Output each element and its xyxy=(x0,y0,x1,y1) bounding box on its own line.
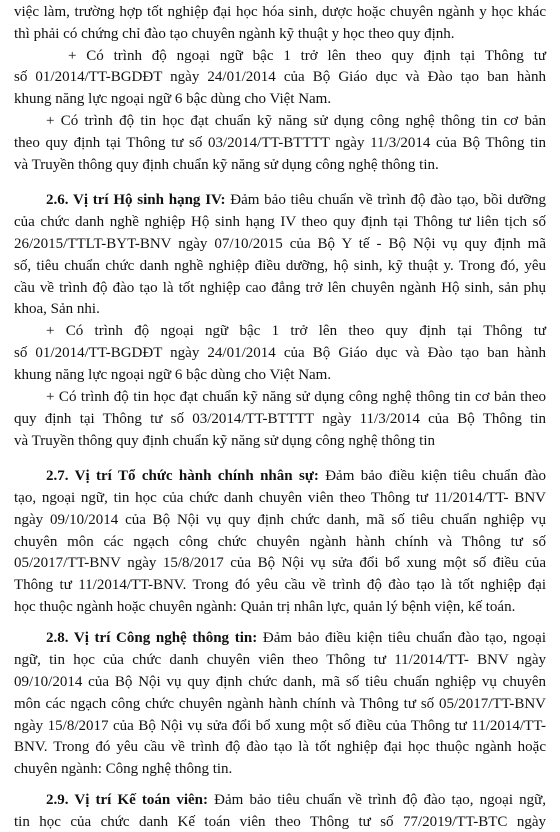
paragraph-line: số, tiêu chuẩn chức danh nghề nghiệp điều dưỡng, hộ sinh, kỹ thuật y. Trong đó, yêu xyxy=(14,258,546,274)
paragraph-line: Thông tư 11/2014/TT-BNV. Trong đó yêu cầu về trình độ đào tạo là tốt nghiệp đại xyxy=(14,577,546,593)
paragraph-line: + Có trình độ tin học đạt chuẩn kỹ năng sử dụng công nghệ thông tin cơ bản theo xyxy=(46,389,546,405)
section-heading: 2.6. Vị trí Hộ sinh hạng IV: xyxy=(46,192,226,208)
section-2-8-first-line: 2.8. Vị trí Công nghệ thông tin: Đảm bảo điều kiện tiêu chuẩn đào tạo, ngoại xyxy=(46,630,546,646)
section-2-7-first-line: 2.7. Vị trí Tổ chức hành chính nhân sự: Đảm bảo điều kiện tiêu chuẩn đào xyxy=(46,468,547,484)
paragraph-line: khung năng lực ngoại ngữ 6 bậc dùng cho Việt Nam. xyxy=(14,367,332,383)
paragraph-line: + Có trình độ tin học đạt chuẩn kỹ năng sử dụng công nghệ thông tin cơ bản xyxy=(46,113,546,129)
paragraph-line: theo quy định tại Thông tư số 03/2014/TT-BTTTT ngày 11/3/2014 của Bộ Thông tin xyxy=(14,135,546,151)
section-heading: 2.9. Vị trí Kế toán viên: xyxy=(46,792,209,808)
paragraph-line: khoa, Sản nhi. xyxy=(14,301,100,317)
paragraph-line: số 01/2014/TT-BGDĐT ngày 24/01/2014 của Bộ Giáo dục và Đào tạo ban hành xyxy=(14,345,546,361)
paragraph-line: BNV. Trong đó yêu cầu về trình độ đào tạo là tốt nghiệp đại học thuộc ngành hoặc xyxy=(14,739,546,755)
paragraph-line: ngày 15/8/2017 của Bộ Nội vụ sửa đổi bổ xung một số điều của Thông tư 11/2014/TT- xyxy=(14,718,546,734)
paragraph-line: thì phải có chứng chỉ đào tạo chuyên ngành kỹ thuật y học theo quy định. xyxy=(14,26,455,42)
paragraph-line: và Truyền thông quy định chuẩn kỹ năng sử dụng công nghệ thông tin xyxy=(14,433,436,449)
paragraph-line: học thuộc ngành hoặc chuyên ngành: Quản trị nhân lực, quản lý bệnh viện, kế toán. xyxy=(14,599,516,615)
paragraph-line: tin học của chức danh Kế toán viên theo Thông tư số 77/2019/TT-BTC ngày xyxy=(14,814,546,830)
paragraph-line: cầu về trình độ đào tạo là tốt nghiệp cao đẳng trở lên chuyên ngành Hộ sinh, sản phụ xyxy=(14,280,546,296)
paragraph-line: môn các ngạch công chức chuyên ngành hành chính và Thông tư số 05/2017/TT-BNV xyxy=(14,696,546,712)
paragraph-line: + Có trình độ ngoại ngữ bậc 1 trở lên theo quy định tại Thông tư xyxy=(68,48,546,64)
section-heading: 2.7. Vị trí Tổ chức hành chính nhân sự: xyxy=(46,468,319,484)
paragraph-line: + Có trình độ ngoại ngữ bậc 1 trở lên theo quy định tại Thông tư xyxy=(46,323,546,339)
paragraph-line: khung năng lực ngoại ngữ 6 bậc dùng cho Việt Nam. xyxy=(14,91,332,107)
section-heading: 2.8. Vị trí Công nghệ thông tin: xyxy=(46,630,258,646)
paragraph-line: số 01/2014/TT-BGDĐT ngày 24/01/2014 của Bộ Giáo dục và Đào tạo ban hành xyxy=(14,69,546,85)
paragraph-line: tạo, ngoại ngữ, tin học của chức danh chuyên viên theo Thông tư 11/2014/TT- BNV xyxy=(14,490,546,506)
paragraph-line: của chức danh nghề nghiệp Hộ sinh hạng IV theo quy định tại Thông tư liên tịch số xyxy=(14,214,546,230)
paragraph-line: chuyên môn các ngạch công chức chuyên ngành hành chính và Thông tư số xyxy=(14,534,546,550)
section-2-6-first-line: 2.6. Vị trí Hộ sinh hạng IV: Đảm bảo tiêu chuẩn về trình độ đào tạo, bồi dưỡng xyxy=(46,192,546,208)
paragraph-line: và Truyền thông quy định chuẩn kỹ năng sử dụng công nghệ thông tin. xyxy=(14,157,439,173)
paragraph-line: ngày 09/10/2014 của Bộ Nội vụ quy định chức danh, mã số tiêu chuẩn nghiệp vụ xyxy=(14,512,546,528)
paragraph-line: ngữ, tin học của chức danh chuyên viên theo Thông tư 11/2014/TT- BNV ngày xyxy=(14,652,546,668)
paragraph-line: 09/10/2014 của Bộ Nội vụ quy định chức danh, mã số tiêu chuẩn nghiệp vụ chuyên xyxy=(14,674,546,690)
paragraph-line: 26/2015/TTLT-BYT-BNV ngày 07/10/2015 của Bộ Y tế - Bộ Nội vụ quy định mã xyxy=(14,236,546,252)
paragraph-line: quy định tại Thông tư số 03/2014/TT-BTTTT ngày 11/3/2014 của Bộ Thông tin xyxy=(14,411,546,427)
paragraph-line: 05/2017/TT-BNV ngày 15/8/2017 của Bộ Nội vụ sửa đổi bổ xung một số điều của xyxy=(14,555,546,571)
section-2-9-first-line: 2.9. Vị trí Kế toán viên: Đảm bảo tiêu chuẩn về trình độ đào tạo, ngoại ngữ, xyxy=(46,792,546,808)
paragraph-line: việc làm, trường hợp tốt nghiệp đại học hóa sinh, dược hoặc chuyên ngành y học khác xyxy=(14,4,546,20)
paragraph-line: chuyên ngành: Công nghệ thông tin. xyxy=(14,761,233,777)
